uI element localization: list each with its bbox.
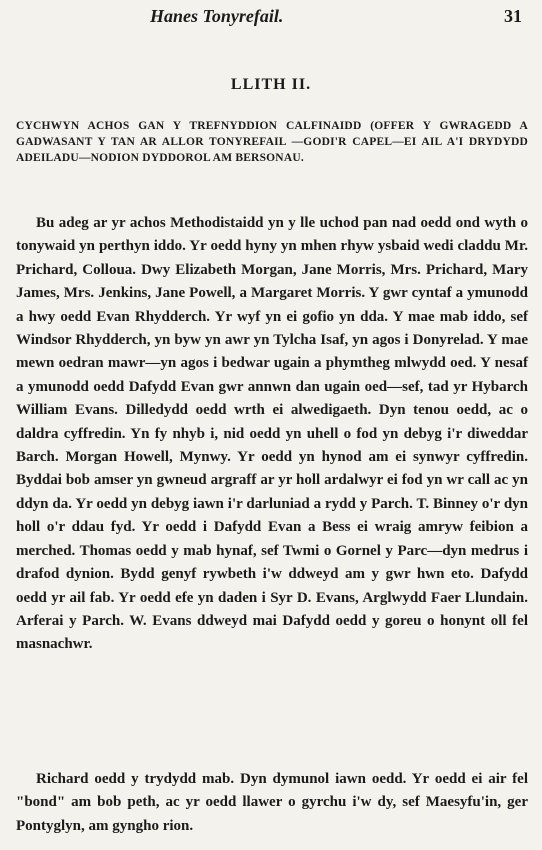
running-title: Hanes Tonyrefail. (150, 6, 284, 26)
paragraph: Bu adeg ar yr achos Methodistaidd yn y lle uchod pan nad oedd ond wyth o tonywaid yn perthyn iddo. Yr oedd hyny yn mhen rhyw ysbaid wedi claddu Mr. Prichard, Colloua. Dwy Elizabeth Morgan, Jane Morris, Mrs. Prichard, Mary James, Mrs. Jenkins, Jane Powell, a Margaret Morris. Y gwr cyntaf a ymunodd a hwy oedd Evan Rhydderch. Yr wyf yn ei gofio yn dda. Y mae mab iddo, sef Windsor Rhydderch, yn byw yn awr yn Tylcha Isaf, yn agos i Donyrelad. Y mae mewn oedran mawr—yn agos i bedwar ugain a phymtheg mlwydd oed. Y nesaf a ymunodd oedd Dafydd Evan gwr annwn dan ugain oed—sef, tad yr Hybarch William Evans. Dilledydd oedd wrth ei alwedigaeth. Dyn tenou oedd, ac o daldra cyffredin. Yn fy nhyb i, nid oedd yn uhell o fod yn debyg i'r diweddar Barch. Morgan Howell, Mynwy. Yr oedd yn hynod am ei synwyr cyffredin. Byddai bob amser yn gwneud argraff ar yr holl ardalwyr ei fod yn wr call ac yn ddyn da. Yr oedd yn debyg iawn i'r darluniad a rydd y Parch. T. Binney o'r dyn holl o'r ddau fyd. Yr oedd i Dafydd Evan a Bess ei wraig amryw feibion a merched. Thomas oedd y mab hynaf, sef Twmi o Gornel y Parc—dyn medrus i drafod dynion. Bydd genyf rywbeth i'w ddweyd am y gwr hwn eto. Dafydd oedd yr ail fab. Yr oedd efe yn daden i Syr D. Evans, Arglwydd Faer Llundain. Arferai y Parch. W. Evans ddweyd mai Dafydd oedd y goreu o honynt oll fel masnachwr. (16, 215, 528, 653)
chapter-title: LLITH II. (230, 76, 312, 93)
paragraph: Richard oedd y trydydd mab. Dyn dymunol iawn oedd. Yr oedd ei air fel "bond" am bob peth, ac yr oedd llawer o gyrchu i'w dy, sef Maesyfu'in, ger Pontyglyn, am gyngho rion. (16, 771, 528, 834)
chapter-summary: CYCHWYN ACHOS GAN Y TREFNYDDION CALFINAIDD (OFFER Y GWRAGEDD A GADWASANT Y TAN AR ALLOR TONYREFAIL —GODI'R CAPEL—EI AIL A'I DRYDYDD ADEILADU—NODION DYDDOROL AM BERSONAU. (16, 120, 528, 164)
running-head (0, 6, 542, 32)
page-number: 31 (504, 6, 522, 26)
